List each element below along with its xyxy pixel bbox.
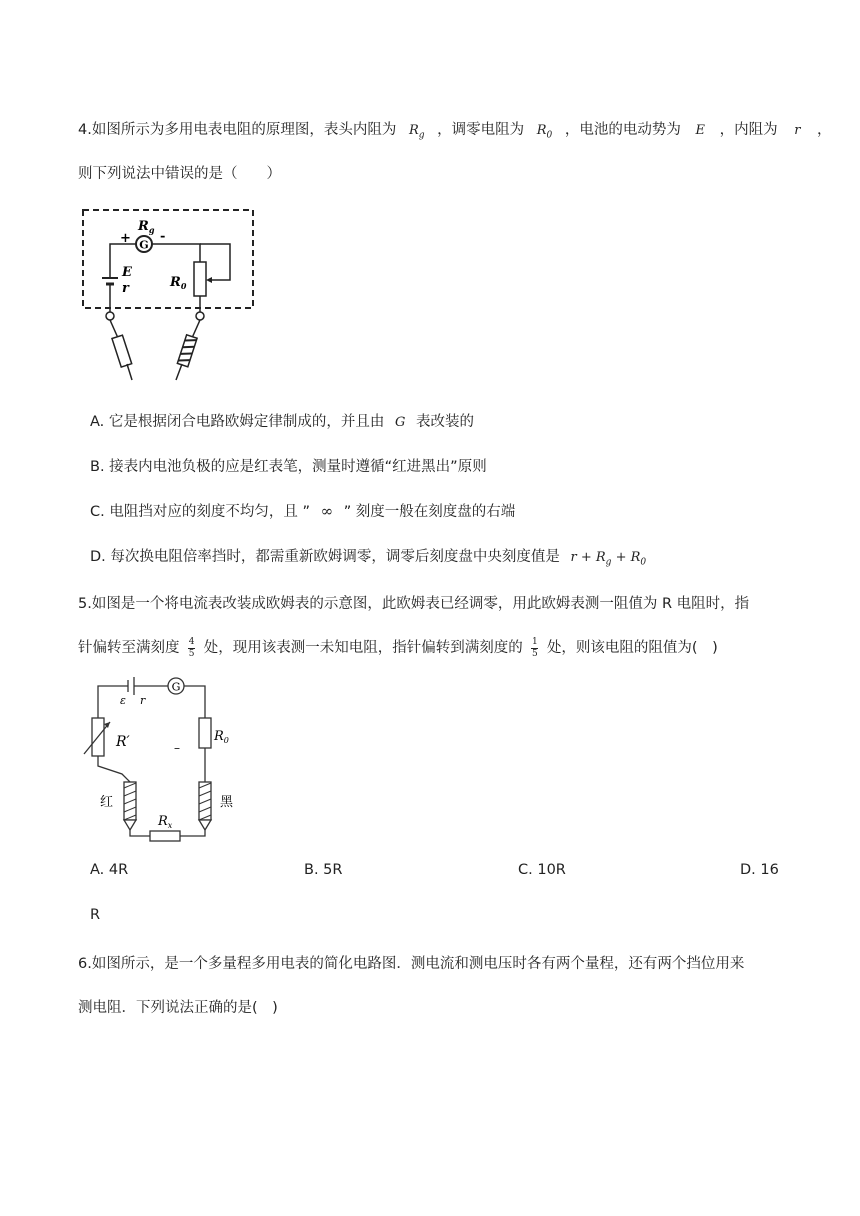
svg-text:R0: $R_0$ [214,729,229,745]
q5-option-b[interactable]: B. 5R [304,862,343,878]
q5-resistor-rx [150,831,180,841]
q4-text-b: ，调零电阻为 [437,122,525,138]
q5-option-a[interactable]: A. 4R [90,862,129,878]
svg-text:–: – [174,741,180,755]
q4-circuit-diagram [78,200,268,385]
q4-black-probe [177,335,197,367]
q4-option-a[interactable]: A. 它是根据闭合电路欧姆定律制成的，并且由 G 表改装的 [90,414,474,430]
svg-text:+: + [120,231,131,246]
svg-text:Rx: $R_x$ [158,814,173,830]
svg-text:-: - [160,229,166,244]
svg-text:G: G [139,238,149,252]
q4-red-probe [112,335,132,367]
q5-option-d[interactable]: D. 16 [740,862,779,878]
q4-text-d: ，内阻为 [719,122,778,138]
q4-symbol-rg: $R_g$ [408,123,425,141]
svg-text:红: 红 [100,795,114,810]
q5-fraction-four-fifths: $\frac{4}{5}$ [188,636,195,659]
q5-fraction-one-fifth: $\frac{1}{5}$ [531,636,538,659]
svg-text:E: E [122,265,132,280]
q4-symbol-r: r [794,123,801,138]
q5-red-probe [124,782,136,830]
q4-rheostat-r0 [194,262,206,296]
svg-text:G: G [171,680,181,694]
q5-resistor-r0 [199,718,211,748]
q5-option-d-wrap: R [90,907,101,923]
q4-symbol-r0: $R_0$ [536,123,553,141]
q5-circuit-diagram [82,670,242,845]
q5-stem-line2: 针偏转至满刻度 $\frac{4}{5}$ 处，现用该表测一未知电阻，指针偏转到满刻度的 $\frac{1}{5}$ 处，则该电阻的阻值为( ) [78,636,718,659]
q4-stem-line1 [78,118,832,141]
q5-black-probe [199,782,211,830]
svg-text:ε: ε [120,694,126,707]
q4-option-b[interactable]: B. 接表内电池负极的应是红表笔，测量时遵循“红进黑出”原则 [90,459,487,475]
svg-text:R0: $R_0$ [170,275,187,291]
q5-option-c[interactable]: C. 10R [518,862,566,878]
q4-text-e: ， [817,122,832,138]
q4-dashed-box [83,210,253,308]
q6-stem-line2: 测电阻．下列说法正确的是( ) [78,1000,278,1016]
q4-symbol-e: E [695,123,705,138]
svg-text:r: r [122,281,129,296]
svg-text:r: r [140,694,146,707]
q4-text-a: 4.如图所示为多用电表电阻的原理图，表头内阻为 [78,122,397,138]
q6-stem-line1: 6.如图所示，是一个多量程多用电表的简化电路图．测电流和测电压时各有两个量程，还有两个挡位用来 [78,956,745,972]
q5-stem-line1: 5.如图是一个将电流表改装成欧姆表的示意图，此欧姆表已经调零，用此欧姆表测一阻值为 R 电阻时，指 [78,596,750,612]
svg-text:黑: 黑 [220,795,234,810]
q4-option-c[interactable]: C. 电阻挡对应的刻度不均匀，且 ” ∞ ” 刻度一般在刻度盘的右端 [90,502,516,520]
svg-text:Rg: $R_g$ [138,219,155,235]
q4-stem-line2: 则下列说法中错误的是（ ） [78,166,281,182]
svg-text:R′: R′ [116,734,130,750]
q4-option-d[interactable]: D. 每次换电阻倍率挡时，都需重新欧姆调零，调零后刻度盘中央刻度值是 $r + R_g + R_0$ [90,549,647,568]
q4-text-c: ，电池的电动势为 [564,122,681,138]
